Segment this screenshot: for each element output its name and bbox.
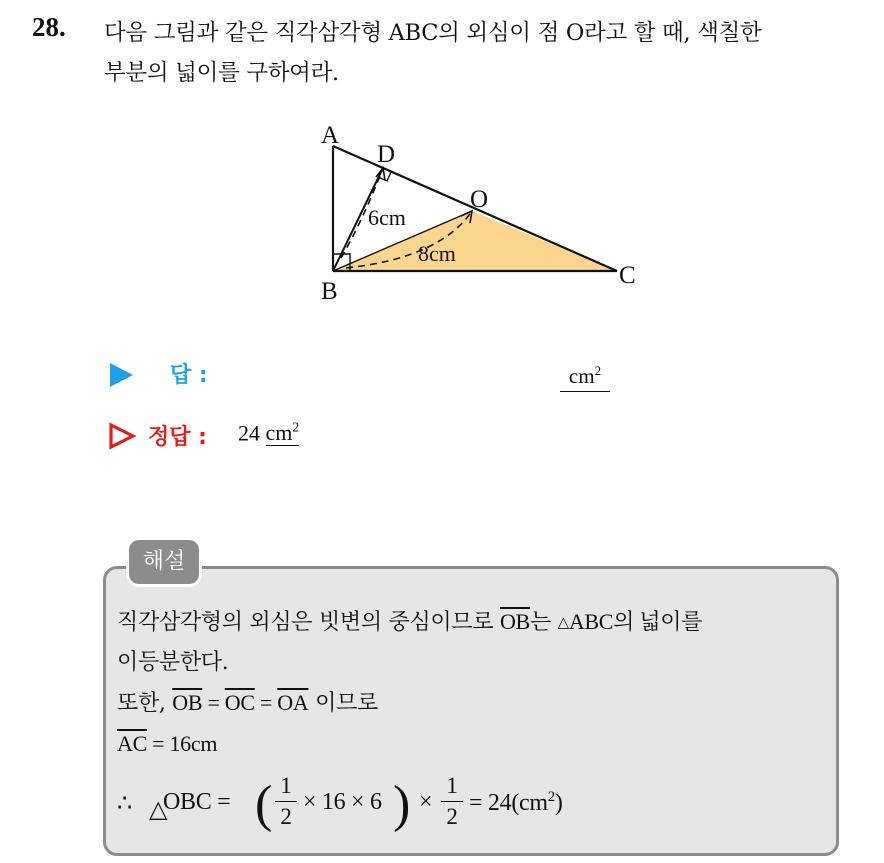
formula-times: × (419, 789, 433, 815)
label-vertex-b: B (321, 278, 338, 305)
answer-unit-exponent: 2 (594, 363, 602, 378)
segment-oa: $\overline{OA}$ (277, 690, 309, 715)
correct-answer-unit: cm (265, 420, 293, 446)
solution-formula (117, 771, 837, 841)
solution-line-1-tail: ABC의 넓이를 (568, 609, 703, 634)
formula-paren-close: ) (393, 776, 411, 833)
formula-triangle-symbol: △ (149, 797, 168, 823)
formula-result-value: = 24(cm (469, 790, 548, 816)
question-number: 28. (32, 12, 66, 42)
play-icon (108, 362, 134, 388)
formula-result (469, 789, 563, 817)
correct-answer-label: 정답 : (148, 425, 207, 450)
segment-ob: $\overline{OB}$ (499, 609, 530, 634)
equals-2: = (254, 690, 278, 715)
answer-unit: cm (568, 364, 595, 388)
fraction-2-numerator: 1 (441, 771, 463, 802)
correct-answer-row (108, 418, 508, 454)
answer-label: 답 : (170, 363, 208, 388)
formula-fraction-2 (441, 771, 463, 832)
correct-answer-unit-wrap (266, 420, 300, 446)
solution-line-2: 이등분한다. (117, 650, 229, 675)
label-vertex-d: D (377, 141, 396, 168)
fraction-1-numerator: 1 (275, 771, 297, 802)
triangle-symbol: △ (557, 613, 569, 631)
formula-middle: × 16 × 6 (303, 789, 382, 815)
solution-content (117, 602, 837, 841)
fraction-1-denominator: 2 (280, 804, 292, 829)
solution-line-3 (117, 683, 837, 724)
formula-result-exponent: 2 (547, 789, 555, 805)
therefore-symbol: ∴ (117, 791, 132, 817)
question-text-line1: 다음 그림과 같은 직각삼각형 ABC의 외심이 점 O라고 할 때, 색칠한 (104, 20, 762, 46)
answer-blank[interactable] (560, 356, 610, 392)
solution-line-4-value: = 16cm (146, 731, 218, 756)
outline-play-icon (108, 422, 136, 450)
answer-row (108, 356, 608, 392)
segment-oc: $\overline{OC}$ (224, 690, 255, 715)
solution-line-4 (117, 724, 837, 765)
formula-fraction-1 (275, 771, 297, 832)
triangle-figure (300, 110, 660, 310)
solution-line-3-lead: 또한, (117, 691, 173, 716)
segment-ob-2: $\overline{OB}$ (172, 690, 203, 715)
solution-line-1 (117, 602, 837, 643)
correct-answer-unit-exponent: 2 (292, 420, 300, 435)
label-vertex-c: C (619, 262, 636, 289)
solution-line-3-tail: 이므로 (308, 691, 379, 716)
label-measure-8cm: 8cm (418, 241, 456, 266)
fraction-2-denominator: 2 (446, 804, 458, 829)
label-vertex-a: A (321, 122, 340, 149)
label-vertex-o: O (470, 186, 489, 213)
segment-ac: $\overline{AC}$ (117, 731, 147, 756)
question-text-line2: 부분의 넓이를 구하여라. (104, 60, 339, 86)
question-text (104, 13, 864, 93)
correct-answer-number: 24 (238, 420, 260, 446)
formula-lhs: OBC = (163, 789, 231, 815)
label-measure-6cm: 6cm (368, 205, 406, 230)
solution-line-1-particle: 는 (529, 610, 558, 635)
formula-result-close: ) (554, 790, 563, 816)
correct-answer-value (238, 420, 299, 446)
equals-1: = (202, 690, 225, 715)
solution-badge: 해설 (129, 540, 199, 584)
solution-line-1-text: 직각삼각형의 외심은 빗변의 중심이므로 (117, 610, 500, 635)
formula-paren-open: ( (255, 776, 273, 833)
